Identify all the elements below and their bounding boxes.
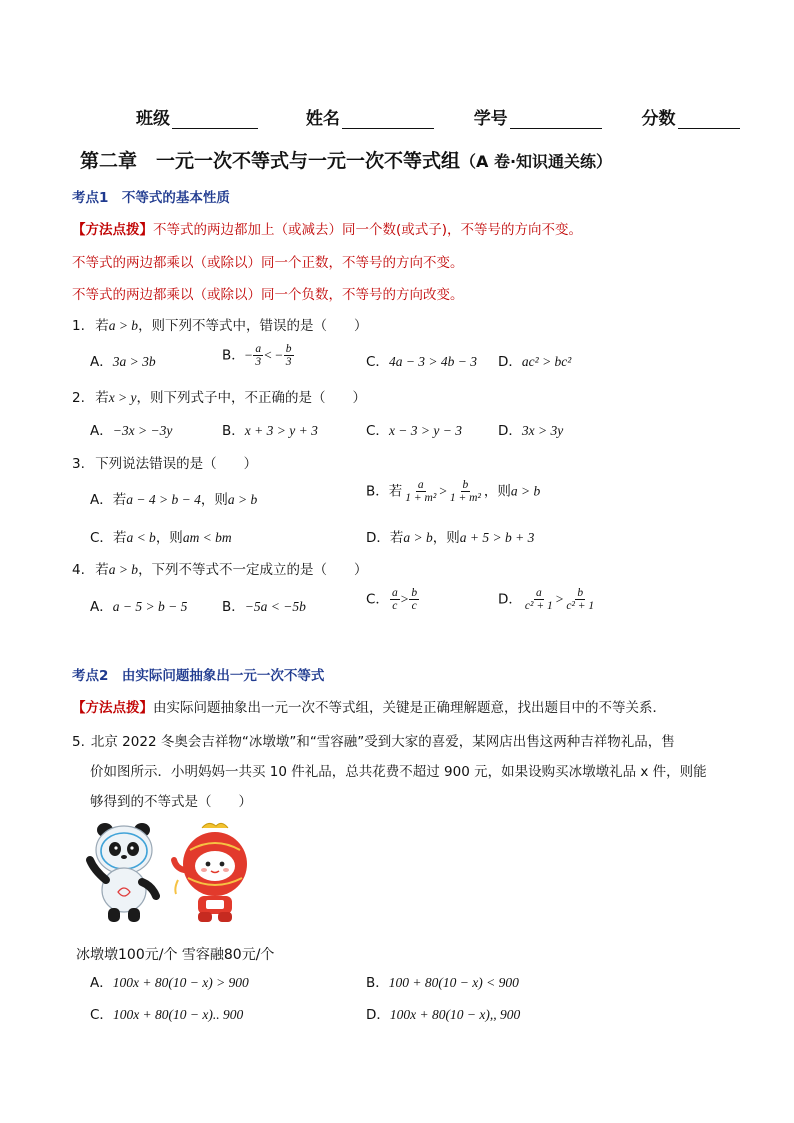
q4-cond: a > b <box>108 562 139 577</box>
q3-c-label: C． <box>90 530 113 546</box>
q5-option-b[interactable] <box>366 971 519 991</box>
q5-c-label: C． <box>90 1007 113 1023</box>
q4-option-a[interactable] <box>90 595 187 615</box>
shuey-rhon-rhon-figure <box>174 823 247 922</box>
tip-line2: 不等式的两边都乘以（或除以）同一个正数，不等号的方向不变。 <box>72 255 464 271</box>
section2-heading: 考点2 由实际问题抽象出一元一次不等式 <box>72 668 325 684</box>
q2-stem <box>72 386 366 406</box>
q1-b-label: B． <box>222 347 245 364</box>
tip-text-2: 由实际问题抽象出一元一次不等式组，关键是正确理解题意，找出题目中的不等关系． <box>153 700 666 716</box>
q5-d-label: D． <box>366 1007 390 1023</box>
price-caption: 冰墩墩100元/个 雪容融80元/个 <box>76 947 275 963</box>
header-bar <box>136 104 740 129</box>
q4-d-den1: c² + 1 <box>524 600 553 613</box>
q3-b-den2: 1 + m² <box>449 492 481 505</box>
q2-d-label: D． <box>498 423 522 439</box>
q3-b-gt: > <box>439 483 447 499</box>
q4-a-text: a − 5 > b − 5 <box>112 599 188 614</box>
q4-d-den2: c² + 1 <box>566 600 595 613</box>
q3-b-num1: a <box>417 479 424 491</box>
tip-tag-2: 【方法点拨】 <box>72 700 153 716</box>
q3-d-label: D． <box>366 530 390 546</box>
q5-c-text: 100x + 80(10 − x).. 900 <box>112 1007 244 1022</box>
q4-d-label: D． <box>498 591 522 608</box>
q5-option-a[interactable] <box>90 971 249 991</box>
q2-option-d[interactable] <box>498 419 563 439</box>
q4-c-label: C． <box>366 591 389 608</box>
q2-num: 2. <box>72 390 85 406</box>
q4-c-num2: b <box>411 587 418 599</box>
q1-d-text: ac² > bc² <box>521 354 572 369</box>
q2-stem-a: 若 <box>95 390 109 406</box>
q4-option-b[interactable] <box>222 595 306 615</box>
name-label: 姓名 <box>305 109 340 129</box>
q5-num: 5. <box>72 734 85 750</box>
q3-num: 3. <box>72 456 85 472</box>
q4-b-label: B． <box>222 599 245 615</box>
q5-line1 <box>72 730 675 750</box>
q1-d-label: D． <box>498 354 522 370</box>
q3-b-num2: b <box>462 479 469 491</box>
q3-b-label: B． <box>366 483 389 500</box>
q1-option-c[interactable] <box>366 350 477 370</box>
q5-d-text: 100x + 80(10 − x),, 900 <box>389 1007 521 1022</box>
q5-line1-text: 北京 2022 冬奥会吉祥物“冰墩墩”和“雪容融”受到大家的喜爱，某网店出售这两种吉祥物礼品，售 <box>90 734 675 750</box>
q5-a-label: A． <box>90 975 113 991</box>
q4-d-num1: a <box>535 587 542 599</box>
q4-stem-b: ，下列不等式不一定成立的是（ ） <box>138 562 368 578</box>
q2-b-text: x + 3 > y + 3 <box>244 423 318 438</box>
q3-d-mid: ，则 <box>432 530 460 546</box>
score-field[interactable] <box>678 110 740 129</box>
q4-c-den2: c <box>411 600 417 613</box>
q1-b-den1: 3 <box>255 356 262 369</box>
q1-stem-a: 若 <box>95 318 109 334</box>
q3-d-cond: a > b <box>403 530 433 545</box>
q2-stem-b: ，则下列式子中，不正确的是（ ） <box>136 390 367 406</box>
bing-dwen-dwen-figure <box>90 823 156 922</box>
q5-line3: 够得到的不等式是（ ） <box>90 794 252 810</box>
q1-num: 1. <box>72 318 85 334</box>
tip-line3: 不等式的两边都乘以（或除以）同一个负数，不等号的方向改变。 <box>72 287 464 303</box>
q3-stem-text: 下列说法错误的是（ ） <box>95 456 258 472</box>
q5-a-text: 100x + 80(10 − x) > 900 <box>112 975 249 990</box>
q4-c-den1: c <box>392 600 398 613</box>
q2-option-b[interactable] <box>222 419 318 439</box>
id-field[interactable] <box>510 110 602 129</box>
title-sub: （A 卷·知识通关练） <box>460 152 613 171</box>
q3-d-res: a + 5 > b + 3 <box>459 530 535 545</box>
q3-option-c[interactable] <box>90 526 232 546</box>
q3-a-pre: 若 <box>112 492 127 508</box>
q4-b-text: −5a < −5b <box>244 599 306 614</box>
q1-option-d[interactable] <box>498 350 571 370</box>
q3-a-res: a > b <box>227 492 258 507</box>
q3-b-pre: 若 <box>388 483 403 500</box>
q3-a-cond: a − 4 > b − 4 <box>126 492 201 507</box>
q5-b-label: B． <box>366 975 389 991</box>
q3-c-res: am < bm <box>182 530 232 545</box>
class-field[interactable] <box>172 110 258 129</box>
q1-c-label: C． <box>366 354 389 370</box>
q4-option-d[interactable] <box>498 587 597 612</box>
section1-tip <box>72 218 582 238</box>
q1-b-num1: a <box>255 343 262 355</box>
q3-option-d[interactable] <box>366 526 534 546</box>
section2-tip <box>72 696 666 716</box>
q3-a-mid: ，则 <box>200 492 228 508</box>
q5-option-c[interactable] <box>90 1003 243 1023</box>
q3-a-label: A． <box>90 492 113 508</box>
q1-c-text: 4a − 3 > 4b − 3 <box>388 354 478 369</box>
q1-option-a[interactable] <box>90 350 156 370</box>
q1-a-text: 3a > 3b <box>112 354 156 369</box>
q4-stem <box>72 558 368 578</box>
tip-tag: 【方法点拨】 <box>72 222 153 238</box>
q5-b-text: 100 + 80(10 − x) < 900 <box>388 975 519 990</box>
q2-cond: x > y <box>108 390 137 405</box>
q2-c-label: C． <box>366 423 389 439</box>
q4-d-gt: > <box>555 591 564 607</box>
q3-b-den1: 1 + m² <box>405 492 437 505</box>
q1-option-b[interactable] <box>222 343 295 368</box>
q2-a-text: −3x > −3y <box>112 423 173 438</box>
q3-c-pre: 若 <box>112 530 127 546</box>
q2-a-label: A． <box>90 423 113 439</box>
q3-c-cond: a < b <box>126 530 156 545</box>
q5-line2: 价如图所示．小明妈妈一共买 10 件礼品，总共花费不超过 900 元，如果设购买冰墩墩礼品 x 件，则能 <box>90 764 707 780</box>
q4-c-num1: a <box>391 587 398 599</box>
tip-line1: 不等式的两边都加上（或减去）同一个数(或式子)，不等号的方向不变。 <box>153 222 583 238</box>
q3-stem <box>72 452 257 472</box>
q3-d-pre: 若 <box>389 530 404 546</box>
q1-b-num2: b <box>285 343 292 355</box>
q4-stem-a: 若 <box>95 562 109 578</box>
name-field[interactable] <box>342 110 434 129</box>
page-title <box>80 146 612 173</box>
q4-option-c[interactable] <box>366 587 420 612</box>
q1-b-den2: 3 <box>285 356 292 369</box>
section1-heading: 考点1 不等式的基本性质 <box>72 190 230 206</box>
q4-a-label: A． <box>90 599 113 615</box>
q2-option-c[interactable] <box>366 419 462 439</box>
q4-d-num2: b <box>577 587 584 599</box>
q1-b-mid: < − <box>264 347 283 363</box>
q3-option-a[interactable] <box>90 488 257 508</box>
q1-a-label: A． <box>90 354 113 370</box>
q3-b-res: a > b <box>510 483 541 499</box>
class-label: 班级 <box>136 109 170 129</box>
mascots-illustration <box>80 820 255 932</box>
q1-cond: a > b <box>108 318 139 333</box>
q1-stem-b: ，则下列不等式中，错误的是（ ） <box>138 318 368 334</box>
score-label: 分数 <box>641 109 676 129</box>
q2-d-text: 3x > 3y <box>521 423 564 438</box>
q1-stem <box>72 314 368 334</box>
q2-b-label: B． <box>222 423 245 439</box>
q4-num: 4. <box>72 562 85 578</box>
q3-c-mid: ，则 <box>155 530 183 546</box>
q2-c-text: x − 3 > y − 3 <box>388 423 463 438</box>
q1-b-neg: − <box>244 347 253 363</box>
q2-option-a[interactable] <box>90 419 172 439</box>
q4-c-gt: > <box>400 591 409 607</box>
q5-option-d[interactable] <box>366 1003 520 1023</box>
q3-option-b[interactable] <box>366 479 540 504</box>
q3-b-mid: ，则 <box>483 483 511 500</box>
id-label: 学号 <box>473 109 508 129</box>
title-main: 第二章 一元一次不等式与一元一次不等式组 <box>80 150 461 172</box>
